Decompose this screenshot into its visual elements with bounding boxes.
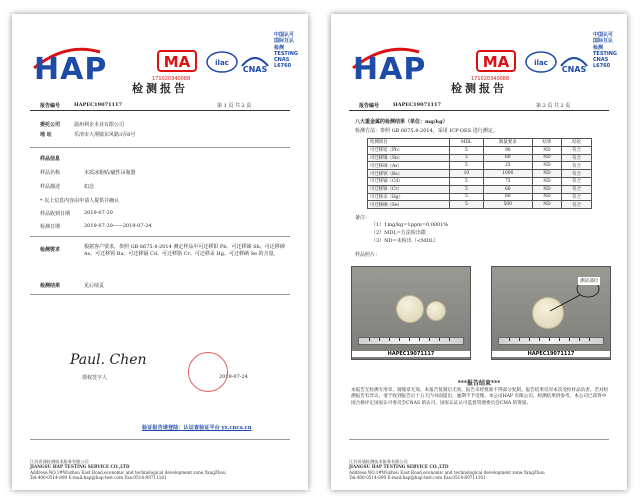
sample-desc-label: 样品描述 bbox=[40, 184, 61, 190]
photo-caption: HAPEC19071117 bbox=[492, 351, 610, 357]
ruler bbox=[498, 337, 604, 345]
ilac-mra-icon bbox=[205, 50, 239, 74]
report-page-2 bbox=[331, 14, 627, 490]
svg-text:MA: MA bbox=[163, 53, 191, 71]
sample-name: 木质冰箱贴/磁性吊瓶器 bbox=[84, 170, 136, 176]
hap-logo-text: HAP bbox=[34, 52, 108, 87]
svg-text:CNAS: CNAS bbox=[242, 65, 268, 74]
note-2: （2）MDL=方法检出限 bbox=[371, 230, 426, 236]
section-divider bbox=[30, 147, 290, 148]
ruler bbox=[358, 337, 464, 345]
photo-caption: HAPEC19071117 bbox=[352, 351, 470, 357]
svg-text:MA: MA bbox=[482, 53, 510, 71]
table-row: 可迁移汞（Hg） 5 60 ND 符合 bbox=[368, 193, 592, 201]
company-seal-icon bbox=[188, 352, 228, 392]
header-divider bbox=[349, 110, 609, 111]
svg-text:CNAS: CNAS bbox=[561, 65, 587, 74]
table-row: 可迁移镉（Cd） 5 75 ND 符合 bbox=[368, 177, 592, 185]
cnas-accreditation-text: 中国认可 国际互认 检测 TESTING CNAS L6760 bbox=[593, 32, 617, 70]
page-indicator: 第 2 页 共 2 页 bbox=[536, 103, 571, 109]
table-header-row bbox=[368, 139, 592, 147]
cma-code: 171020340088 bbox=[152, 76, 191, 82]
signature: Paul. Chen bbox=[70, 352, 147, 368]
column-header: 检测项目 bbox=[368, 139, 450, 147]
report-page-1 bbox=[12, 14, 308, 490]
hap-logo-text: HAP bbox=[353, 52, 427, 87]
sample-info-label: 样品信息 bbox=[40, 156, 61, 162]
test-requirements: 根据客户要求，参照 GB 6675.4-2014 测定样品中可迁移铅 Pb、可迁移锑 Sb、可迁移砷 As、可迁移钡 Ba、可迁移镉 Cd、可迁移铬 Cr、可迁移汞 Hg、可迁移硒 Se 的含量。 bbox=[84, 244, 285, 257]
result-label: 检测结果 bbox=[40, 283, 61, 289]
test-req-label: 检测要求 bbox=[40, 247, 61, 253]
table-row: 可迁移锑（Sb） 5 60 ND 符合 bbox=[368, 154, 592, 162]
client-label: 委托公司 bbox=[40, 122, 61, 128]
note-1: （1）1mg/kg=1ppm=0.0001% bbox=[371, 222, 449, 228]
cnas-logo-icon bbox=[238, 48, 272, 76]
report-no: HAPEC19071117 bbox=[74, 102, 122, 108]
column-header: 结论 bbox=[562, 139, 592, 147]
footer: 江苏省浦检测技术服务有限公司 JIANGSU HAP TESTING SERVICE CO.,LTD Address:NO.1#Wuzhou East Road,economic and technological development zone,YangZhou Tel:400-0514-890 E-mail:hap@hap-test.com Fax:0514-89711161 bbox=[349, 458, 545, 481]
report-no-label: 报告编号 bbox=[40, 103, 61, 109]
heavy-metals-table bbox=[367, 138, 592, 209]
notes-label: 备注： bbox=[355, 215, 371, 221]
sample-note: * 以上信息内容由申请人提供并确认 bbox=[40, 198, 120, 204]
report-no: HAPEC19071117 bbox=[393, 102, 441, 108]
page-indicator: 第 1 页 共 2 页 bbox=[217, 103, 252, 109]
test-method: 检测方法：参照 GB 6675.4-2014，采用 ICP-OES 进行测定。 bbox=[355, 128, 498, 134]
client-address: 乐清市大荆镇东风路3弄8号 bbox=[74, 132, 136, 138]
sign-date: 2019-07-24 bbox=[219, 374, 248, 380]
sample-photo-1 bbox=[351, 266, 471, 360]
receipt-date: 2019-07-20 bbox=[84, 210, 113, 216]
column-header: 限量要求 bbox=[484, 139, 533, 147]
verify-link[interactable]: 验证报告请登陆：认证查验证平台 yz.cnca.cn bbox=[142, 425, 252, 431]
svg-text:ilac: ilac bbox=[215, 59, 229, 67]
receipt-date-label: 样品收到日期 bbox=[40, 211, 71, 217]
test-period: 2019-07-20——2019-07-24 bbox=[84, 223, 152, 229]
section-divider bbox=[30, 294, 290, 295]
cma-mark-icon bbox=[476, 48, 516, 74]
sample-desc: 如念 bbox=[84, 184, 95, 190]
report-no-label: 报告编号 bbox=[359, 103, 380, 109]
sample-disc-large bbox=[396, 295, 424, 323]
footer-divider bbox=[349, 439, 609, 440]
ilac-mra-icon bbox=[524, 50, 558, 74]
header-divider bbox=[30, 110, 290, 111]
signer-label: 授权签字人 bbox=[82, 375, 108, 381]
table-row: 可迁移铅（Pb） 5 90 ND 符合 bbox=[368, 146, 592, 154]
result-value: 见后续页 bbox=[84, 283, 105, 289]
table-row: 可迁移钡（Ba） 10 1000 ND 符合 bbox=[368, 170, 592, 178]
section-divider bbox=[30, 236, 290, 237]
sample-disc-small bbox=[426, 301, 446, 321]
sample-name-label: 样品名称 bbox=[40, 170, 61, 176]
test-part-label: 测试部位 bbox=[580, 279, 599, 284]
cnas-accreditation-text: 中国认可 国际互认 检测 TESTING CNAS L6760 bbox=[274, 32, 298, 70]
svg-text:ilac: ilac bbox=[534, 59, 548, 67]
cma-mark-icon bbox=[157, 48, 197, 74]
cnas-logo-icon bbox=[557, 48, 591, 76]
section-title: 八大重金属的检测结果（单位：mg/kg） bbox=[355, 119, 448, 125]
note-3: （3）ND=未检出（<MDL） bbox=[371, 238, 439, 244]
cma-code: 171020340088 bbox=[471, 76, 510, 82]
client-name: 温州利企木业有限公司 bbox=[74, 122, 125, 128]
footer-divider bbox=[30, 439, 290, 440]
photo-label: 样品照片： bbox=[355, 252, 381, 258]
table-row: 可迁移硒（Se） 5 500 ND 符合 bbox=[368, 201, 592, 209]
column-header: MDL bbox=[449, 139, 483, 147]
page-title: 检测报告 bbox=[132, 82, 188, 95]
column-header: 结果 bbox=[532, 139, 562, 147]
test-period-label: 检测日期 bbox=[40, 224, 61, 230]
footer: 江苏省浦检测技术服务有限公司 JIANGSU HAP TESTING SERVICE CO.,LTD Address:NO.1#Wuzhou East Road,economic and technological development zone,YangZhou Tel:400-0514-890 E-mail:hap@hap-test.com Fax:0514-89711161 bbox=[30, 458, 226, 481]
address-label: 地 址 bbox=[40, 132, 52, 138]
table-row: 可迁移砷（As） 5 25 ND 符合 bbox=[368, 162, 592, 170]
disclaimer: 本报告无检测专用章、骑缝章无效。本报告复制后无效。报告未经批准不得部分复制。报告结果仅对本次受检样品负责。若对检测报告有异议，请于收到报告后十五天内书面提出，逾期不予受理。本公司HAP 有限公司。检测结果供参考。本公司已获得中国合格评定国家认可委员会CNAS 的认可。国家认证认可监督管理委员会CMA 的资质。 bbox=[351, 388, 609, 406]
report-end: ***报告结束*** bbox=[457, 380, 501, 387]
sample-photo-2 bbox=[491, 266, 611, 360]
page-title: 检测报告 bbox=[451, 82, 507, 95]
table-row: 可迁移铬（Cr） 5 60 ND 符合 bbox=[368, 185, 592, 193]
